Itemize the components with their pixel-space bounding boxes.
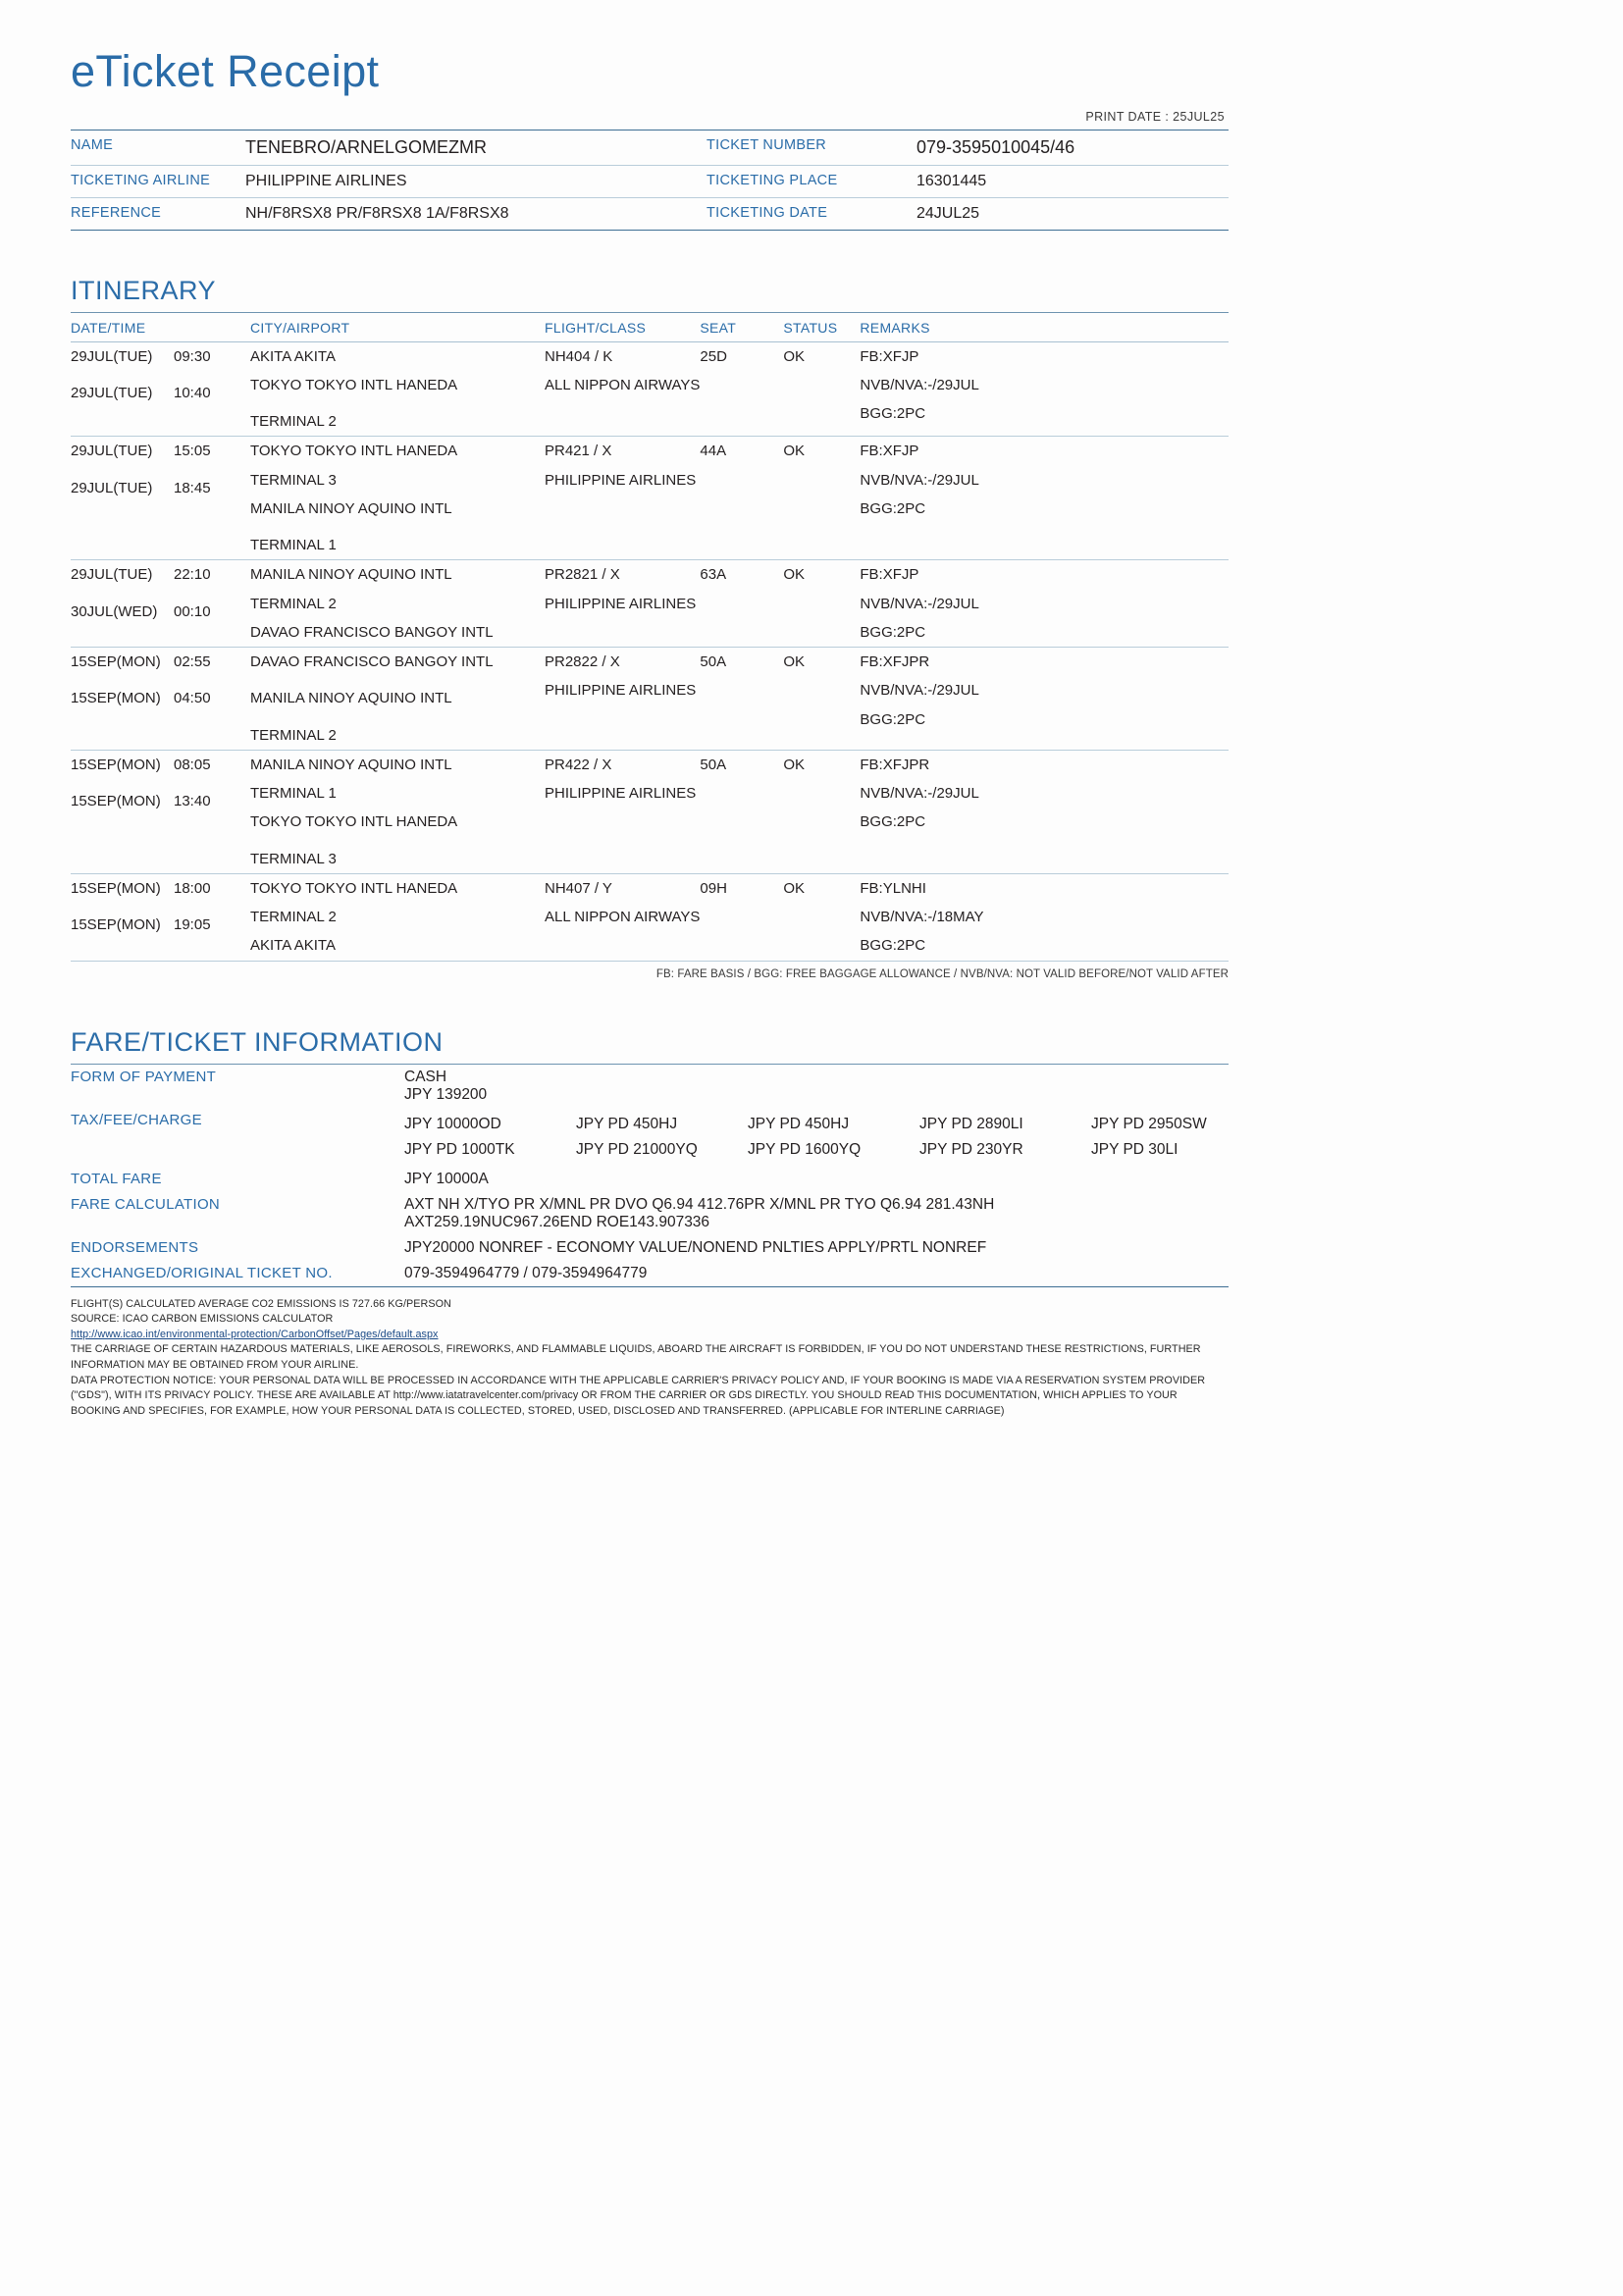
dep-city: TOKYO TOKYO INTL HANEDA [250,879,458,897]
arr-date: 29JUL(TUE) [71,384,153,401]
arr-date: 29JUL(TUE) [71,479,153,496]
spacer [71,676,174,684]
remark-fare-basis: FB:XFJPR [860,756,930,773]
fare-calc-line-1: AXT NH X/TYO PR X/MNL PR DVO Q6.94 412.76PR X/MNL PR TYO Q6.94 281.43NH [404,1195,995,1213]
segment-dates [71,560,174,648]
remark-validity: NVB/NVA:-/18MAY [860,909,984,925]
seat-value: 25D [700,347,727,365]
dep-date: 15SEP(MON) [71,879,161,897]
status-badge: OK [783,347,806,365]
segment-cities [250,648,545,751]
dep-time: 18:00 [174,879,211,897]
segment-seat [700,341,783,437]
flight-class: NH404 / K [545,347,613,365]
dep-time: 08:05 [174,756,211,773]
segment-remarks [860,437,1229,560]
table-row [71,1167,1229,1192]
footnotes [71,1297,1229,1420]
fare-title: FARE/TICKET INFORMATION [71,1026,444,1057]
flight-class: PR421 / X [545,443,612,460]
dep-terminal: TERMINAL 1 [250,785,337,802]
print-date: PRINT DATE : 25JUL25 [1085,109,1225,124]
segment-times [174,873,250,961]
arr-city: DAVAO FRANCISCO BANGOY INTL [250,623,494,641]
reference-label: REFERENCE [71,204,162,221]
table-row [71,197,1229,230]
arr-time: 18:45 [174,479,211,496]
arr-city: MANILA NINOY AQUINO INTL [250,499,452,517]
fare-bottom-rule [71,1286,1229,1287]
table-row [71,1235,1229,1261]
segment-flight [545,437,700,560]
arr-terminal: TERMINAL 1 [250,537,337,553]
status-badge: OK [783,756,806,773]
itinerary-title: ITINERARY [71,275,217,305]
segment-status [783,437,860,560]
spacer [174,903,250,911]
arr-time: 19:05 [174,916,211,933]
seat-value: 50A [700,756,727,773]
arr-terminal: TERMINAL 2 [250,413,337,430]
spacer [174,466,250,474]
dep-date: 15SEP(MON) [71,756,161,773]
table-row [71,1065,1229,1108]
status-badge: OK [783,653,806,670]
segment-status [783,750,860,873]
form-of-payment-value [404,1065,1229,1108]
remark-fare-basis: FB:XFJP [860,566,919,584]
spacer [71,590,174,598]
tax-item: JPY PD 450HJ [748,1115,850,1132]
table-row [71,1261,1229,1286]
spacer [71,371,174,379]
remark-fare-basis: FB:XFJP [860,443,919,460]
tax-item: JPY PD 30LI [1091,1140,1178,1158]
segment-status [783,648,860,751]
remark-baggage: BGG:2PC [860,813,926,831]
exchanged-ticket-label: EXCHANGED/ORIGINAL TICKET NO. [71,1264,333,1281]
arr-date: 30JUL(WED) [71,602,158,620]
table-row [71,437,1229,560]
segment-flight [545,560,700,648]
dep-terminal: TERMINAL 2 [250,909,337,925]
total-fare-label: TOTAL FARE [71,1170,162,1187]
segment-dates [71,341,174,437]
arr-time: 10:40 [174,384,211,401]
spacer [71,903,174,911]
segment-cities [250,341,545,437]
spacer [71,779,174,787]
spacer [174,779,250,787]
remark-validity: NVB/NVA:-/29JUL [860,785,979,802]
segment-remarks [860,648,1229,751]
dep-date: 29JUL(TUE) [71,566,153,584]
segment-times [174,560,250,648]
ticketing-airline-label: TICKETING AIRLINE [71,165,237,197]
arr-city: TOKYO TOKYO INTL HANEDA [250,813,458,831]
arr-time: 04:50 [174,690,211,707]
arr-time: 13:40 [174,793,211,809]
carrier-name: PHILIPPINE AIRLINES [545,471,697,489]
segment-dates [71,648,174,751]
endorsements-label: ENDORSEMENTS [71,1238,199,1256]
itinerary-table [71,313,1229,962]
dep-date: 15SEP(MON) [71,653,161,670]
ticketing-airline-value: PHILIPPINE AIRLINES [237,165,707,197]
segment-remarks [860,750,1229,873]
name-label: NAME [71,130,237,166]
dep-terminal: TERMINAL 2 [250,595,337,612]
arr-date: 15SEP(MON) [71,793,161,809]
table-row [404,1112,1229,1137]
spacer [250,676,545,684]
arr-date: 15SEP(MON) [71,690,161,707]
arr-time: 00:10 [174,602,211,620]
dep-time: 02:55 [174,653,211,670]
endorsements-value: JPY20000 NONREF - ECONOMY VALUE/NONEND PNLTIES APPLY/PRTL NONREF [404,1238,987,1256]
receipt-sheet [71,47,1229,1420]
table-row [71,165,1229,197]
dep-time: 09:30 [174,347,211,365]
flight-class: PR422 / X [545,756,612,773]
tax-item: JPY 10000OD [404,1115,501,1132]
segment-remarks [860,341,1229,437]
table-row [71,1192,1229,1235]
dep-terminal: TERMINAL 3 [250,471,337,489]
dep-city: MANILA NINOY AQUINO INTL [250,756,452,773]
carrier-name: PHILIPPINE AIRLINES [545,682,697,700]
seat-value: 44A [700,443,727,460]
segment-cities [250,437,545,560]
dep-date: 29JUL(TUE) [71,347,153,365]
segment-times [174,341,250,437]
arr-city: AKITA AKITA [250,937,336,955]
carrier-name: PHILIPPINE AIRLINES [545,785,697,802]
payment-amount: JPY 139200 [404,1085,488,1103]
table-row [71,873,1229,961]
arr-city: MANILA NINOY AQUINO INTL [250,690,452,707]
spacer [250,399,545,407]
dep-time: 15:05 [174,443,211,460]
itinerary-legend: FB: FARE BASIS / BGG: FREE BAGGAGE ALLOWANCE / NVB/NVA: NOT VALID BEFORE/NOT VALID AFTER [655,967,1229,980]
remark-validity: NVB/NVA:-/29JUL [860,595,979,612]
segment-dates [71,873,174,961]
tax-fee-charge-label: TAX/FEE/CHARGE [71,1111,202,1128]
segment-status [783,873,860,961]
spacer [174,590,250,598]
data-protection-notice: DATA PROTECTION NOTICE: YOUR PERSONAL DATA WILL BE PROCESSED IN ACCORDANCE WITH THE APPLICABLE CARRIER'S PRIVACY POLICY AND, IF YOUR BOOKING IS MADE VIA A RESERVATION SYSTEM PROVIDER ("GDS"), WITH ITS PRIVACY POLICY. THESE ARE AVAILABLE AT http://www.iatatravelcenter.com/privacy OR FROM THE CARRIER OR GDS DIRECTLY. YOU SHOULD READ THIS DOCUMENTATION, WHICH APPLIES TO YOUR BOOKING AND SPECIFIES, FOR EXAMPLE, HOW YOUR PERSONAL DATA IS COLLECTED, STORED, USED, DISCLOSED AND TRANSFERRED. (APPLICABLE FOR INTERLINE CARRIAGE) [71,1374,1206,1417]
remark-validity: NVB/NVA:-/29JUL [860,471,979,489]
tax-item: JPY PD 450HJ [576,1115,678,1132]
passenger-info-table [71,130,1229,230]
col-remarks: REMARKS [860,313,1229,342]
tax-item: JPY PD 2950SW [1091,1115,1207,1132]
co2-line: FLIGHT(S) CALCULATED AVERAGE CO2 EMISSIONS IS 727.66 KG/PERSON [71,1297,451,1310]
name-value: TENEBRO/ARNELGOMEZMR [237,130,707,166]
carbon-offset-link[interactable]: http://www.icao.int/environmental-protection/CarbonOffset/Pages/default.aspx [71,1328,439,1340]
table-row [71,341,1229,437]
segment-seat [700,648,783,751]
hazmat-notice: THE CARRIAGE OF CERTAIN HAZARDOUS MATERIALS, LIKE AEROSOLS, FIREWORKS, AND FLAMMABLE LIQUIDS, ABOARD THE AIRCRAFT IS FORBIDDEN, IF YOU DO NOT UNDERSTAND THESE RESTRICTIONS, FURTHER INFORMATION MAY BE OBTAINED FROM YOUR AIRLINE. [71,1343,1201,1372]
status-badge: OK [783,443,806,460]
seat-value: 63A [700,566,727,584]
segment-status [783,560,860,648]
flight-class: NH407 / Y [545,879,612,897]
ticketing-date-label: TICKETING DATE [707,204,828,221]
ticket-number-label: TICKET NUMBER [707,130,903,166]
spacer [250,523,545,531]
remark-baggage: BGG:2PC [860,499,926,517]
dep-city: MANILA NINOY AQUINO INTL [250,566,452,584]
spacer [71,466,174,474]
dep-city: AKITA AKITA [250,347,336,365]
segment-seat [700,750,783,873]
carrier-name: ALL NIPPON AIRWAYS [545,909,701,925]
info-bottom-rule [71,230,1229,231]
tax-item: JPY PD 2890LI [919,1115,1023,1132]
remark-validity: NVB/NVA:-/29JUL [860,376,979,393]
segment-remarks [860,873,1229,961]
fare-calculation-value [404,1192,1229,1235]
table-row [71,1108,1229,1167]
flight-class: PR2821 / X [545,566,620,584]
segment-dates [71,437,174,560]
spacer [174,371,250,379]
col-time-spacer [174,313,250,342]
tax-fee-charge-value [404,1108,1229,1167]
itinerary-header-row [71,313,1229,342]
fare-table [71,1065,1229,1286]
col-status: STATUS [783,313,860,342]
remark-fare-basis: FB:XFJPR [860,653,930,670]
spacer [174,676,250,684]
tax-item: JPY PD 1600YQ [748,1140,862,1158]
segment-flight [545,341,700,437]
arr-terminal: TERMINAL 2 [250,726,337,744]
table-row [404,1137,1229,1163]
col-flight: FLIGHT/CLASS [545,313,700,342]
segment-status [783,341,860,437]
segment-times [174,648,250,751]
source-line: SOURCE: ICAO CARBON EMISSIONS CALCULATOR [71,1313,334,1326]
segment-times [174,750,250,873]
col-city: CITY/AIRPORT [250,313,545,342]
seat-value: 50A [700,653,727,670]
arr-terminal: TERMINAL 3 [250,850,337,867]
arr-date: 15SEP(MON) [71,916,161,933]
payment-method: CASH [404,1068,447,1085]
ticket-number-value: 079-3595010045/46 [903,130,1229,166]
table-row [71,130,1229,166]
fare-calc-line-2: AXT259.19NUC967.26END ROE143.907336 [404,1213,710,1230]
total-fare-value: JPY 10000A [404,1170,489,1187]
arr-city: TOKYO TOKYO INTL HANEDA [250,376,458,393]
remark-validity: NVB/NVA:-/29JUL [860,682,979,700]
remark-baggage: BGG:2PC [860,710,926,728]
flight-class: PR2822 / X [545,653,620,670]
remark-baggage: BGG:2PC [860,405,926,422]
dep-city: TOKYO TOKYO INTL HANEDA [250,443,458,460]
table-row [71,648,1229,751]
spacer [250,837,545,845]
tax-item: JPY PD 21000YQ [576,1140,698,1158]
segment-seat [700,873,783,961]
remark-fare-basis: FB:YLNHI [860,879,926,897]
segment-flight [545,750,700,873]
page-title: eTicket Receipt [71,46,380,96]
dep-date: 29JUL(TUE) [71,443,153,460]
remark-fare-basis: FB:XFJP [860,347,919,365]
itinerary-body [71,341,1229,961]
segment-times [174,437,250,560]
segment-cities [250,873,545,961]
status-badge: OK [783,566,806,584]
col-seat: SEAT [700,313,783,342]
tax-grid [404,1112,1229,1163]
exchanged-ticket-value: 079-3594964779 / 079-3594964779 [404,1264,648,1281]
reference-value: NH/F8RSX8 PR/F8RSX8 1A/F8RSX8 [245,204,509,222]
col-datetime: DATE/TIME [71,313,174,342]
segment-seat [700,560,783,648]
remark-baggage: BGG:2PC [860,623,926,641]
segment-cities [250,560,545,648]
carrier-name: ALL NIPPON AIRWAYS [545,376,701,393]
ticketing-place-label: TICKETING PLACE [707,165,903,197]
table-row [71,750,1229,873]
segment-cities [250,750,545,873]
segment-seat [700,437,783,560]
ticketing-place-value: 16301445 [903,165,1229,197]
dep-city: DAVAO FRANCISCO BANGOY INTL [250,653,494,670]
ticketing-date-value: 24JUL25 [916,204,980,222]
dep-time: 22:10 [174,566,211,584]
remark-baggage: BGG:2PC [860,937,926,955]
carrier-name: PHILIPPINE AIRLINES [545,595,697,612]
form-of-payment-label: FORM OF PAYMENT [71,1068,217,1085]
status-badge: OK [783,879,806,897]
segment-flight [545,873,700,961]
segment-remarks [860,560,1229,648]
tax-item: JPY PD 230YR [919,1140,1023,1158]
table-row [71,560,1229,648]
segment-dates [71,750,174,873]
spacer [250,713,545,721]
fare-calculation-label: FARE CALCULATION [71,1195,221,1213]
tax-item: JPY PD 1000TK [404,1140,515,1158]
seat-value: 09H [700,879,727,897]
segment-flight [545,648,700,751]
